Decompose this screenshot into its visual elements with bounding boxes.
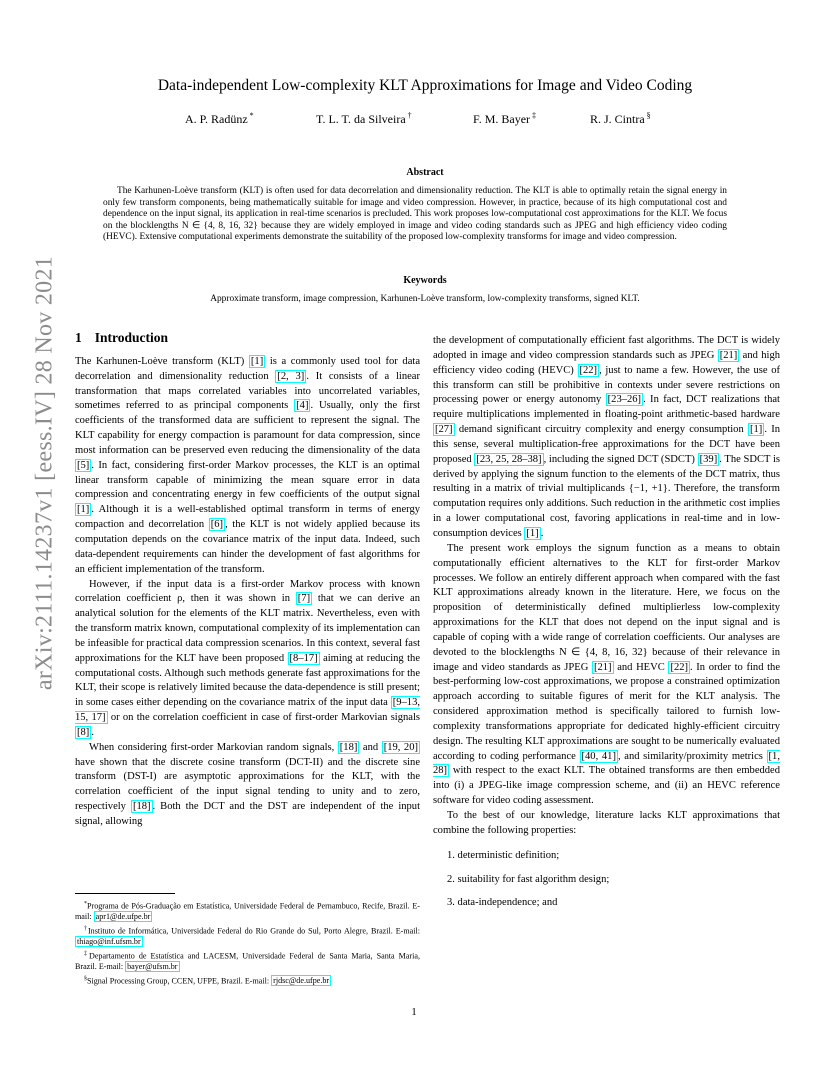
- citation-link[interactable]: [23–26]: [607, 394, 642, 406]
- citation-link[interactable]: [6]: [210, 519, 224, 531]
- email-link[interactable]: bayer@ufsm.br: [127, 962, 178, 972]
- text-run: . In fact, DCT realizations that require multiplications implemented in floating-point arithmetic-based hardware: [433, 394, 780, 421]
- email-link[interactable]: thiago@inf.ufsm.br: [77, 937, 141, 947]
- author-name: F. M. Bayer: [473, 112, 531, 126]
- citation-link[interactable]: [1, 28]: [433, 750, 780, 777]
- citation-link[interactable]: [21]: [593, 661, 612, 673]
- footnote-rule: [75, 893, 175, 894]
- text-run: and: [359, 741, 382, 753]
- text-run: However, if the input data is a first-order Markov process with known correlation coefficient ρ, then it was shown in: [75, 578, 420, 605]
- text-run: , including the signed DCT (SDCT): [543, 453, 698, 465]
- text-run: or on the correlation coefficient in case of first-order Markovian signals: [107, 712, 420, 724]
- paper-title: Data-independent Low-complexity KLT Approximations for Image and Video Coding: [157, 77, 693, 94]
- text-run: and HEVC: [613, 661, 669, 673]
- property-list: [433, 849, 780, 912]
- citation-link[interactable]: [23, 25, 28–38]: [476, 453, 542, 465]
- keywords-heading: Keywords: [403, 275, 447, 286]
- list-item: 1. deterministic definition;: [447, 849, 560, 861]
- text-run: that we can derive an analytical solution for the elements of the KLT matrix. Nevertheless, even with the transform matrix known, computational complexity of its implementation can be infeasible for practical data compression scenarios. In this context, several fast approximations for the KLT have been proposed: [75, 593, 420, 664]
- intro-paragraph-6: To the best of our knowledge, literature lacks KLT approximations that combine the following properties:: [433, 810, 780, 836]
- author-name: A. P. Radünz: [185, 112, 248, 126]
- author-name: R. J. Cintra: [590, 112, 645, 126]
- author-mark: †: [407, 111, 412, 120]
- footnote-3: [75, 949, 420, 973]
- text-run: , and similarity/proximity metrics: [617, 750, 767, 762]
- email-link[interactable]: rjdsc@de.ufpe.br: [273, 976, 330, 986]
- section-number: 1: [75, 330, 82, 345]
- text-run: . It consists of a linear transformation that maps correlated variables into uncorrelated variables, sometimes referred to as principal components: [75, 370, 420, 412]
- citation-link[interactable]: [39]: [699, 453, 718, 465]
- author-mark: ‡: [532, 111, 537, 120]
- text-run: .: [540, 527, 544, 539]
- citation-link[interactable]: [18]: [339, 741, 358, 753]
- author-4: [590, 111, 651, 127]
- footnote-4: [75, 974, 420, 987]
- citation-link[interactable]: [1]: [526, 527, 539, 539]
- arxiv-stamp: [30, 255, 60, 691]
- intro-paragraph-1: [75, 355, 420, 578]
- citation-link[interactable]: [8]: [77, 726, 90, 738]
- citation-link[interactable]: [1]: [77, 504, 90, 516]
- author-1: [185, 111, 254, 127]
- keywords-body: Approximate transform, image compression, Karhunen-Loève transform, low-complexity transforms, signed KLT.: [210, 294, 640, 304]
- right-column: [433, 334, 780, 920]
- page-number: 1: [411, 1006, 417, 1018]
- text-run: . Both the DCT and the DST are independent of the input signal, allowing: [75, 801, 420, 827]
- text-run: the development of computationally efficient fast algorithms. The DCT is widely adopted in image and video compression standards such as JPEG: [433, 335, 780, 361]
- author-3: [473, 111, 536, 127]
- text-run: The present work employs the signum function as a means to obtain computationally efficient alternatives to the KLT for first-order Markov processes. We follow an entirely different approach when compared with the fast KLT approximations already known in the literature. Here, we focus on the proposition of deterministically defined multiplierless low-complexity approximations for the KLT that does not depend on the input signal and is capable of coping with a wide range of correlation coefficients. Our analyses are devoted to the blocklengths N ∈ {4, 8, 16, 32} because of their relevance in image and video standards as JPEG: [433, 542, 780, 673]
- text-run: The Karhunen-Loève transform (KLT): [75, 355, 249, 367]
- text-run: and high efficiency video coding (HEVC): [433, 349, 780, 376]
- citation-link[interactable]: [22]: [670, 661, 689, 673]
- intro-paragraph-5: [433, 542, 780, 809]
- citation-link[interactable]: [7]: [297, 593, 311, 605]
- citation-link[interactable]: [18]: [132, 801, 151, 813]
- arxiv-stamp-text: arXiv:2111.14237v1 [eess.IV] 28 Nov 2021: [31, 255, 58, 691]
- email-link[interactable]: apr1@de.ufpe.br: [95, 912, 151, 922]
- text-run: with respect to the exact KLT. The obtained transforms are then embedded into (i) a JPEG-like image compression scheme, and (ii) an HEVC reference software for video coding assessment.: [433, 765, 780, 807]
- text-run: . Although it is a well-established optimal transform in terms of energy compaction and decorrelation: [75, 504, 420, 531]
- citation-link[interactable]: [27]: [435, 424, 453, 436]
- citation-link[interactable]: [21]: [719, 349, 738, 361]
- author-2: [316, 111, 412, 127]
- citation-link[interactable]: [19, 20]: [383, 741, 418, 753]
- citation-link[interactable]: [1]: [250, 355, 264, 367]
- author-mark: *: [249, 111, 254, 120]
- intro-paragraph-2: [75, 578, 420, 741]
- footnote-mark: *: [84, 901, 87, 907]
- citation-link[interactable]: [9–13, 15, 17]: [75, 697, 420, 724]
- footnotes: [75, 893, 420, 988]
- citation-link[interactable]: [40, 41]: [581, 750, 616, 762]
- footnote-mark: §: [84, 975, 87, 982]
- footnote-mark: †: [84, 925, 88, 932]
- citation-link[interactable]: [8–17]: [289, 652, 318, 664]
- citation-link[interactable]: [5]: [77, 459, 90, 471]
- text-run: aiming at reducing the computational costs. Although such methods generate fast approximations for the KLT, their scope is relatively limited because the data-dependence is still present; in some cases either depending on the covariance matrix of the input data: [75, 652, 420, 709]
- author-mark: §: [646, 111, 651, 120]
- list-item: 3. data-independence; and: [447, 897, 558, 909]
- footnote-mark: ‡: [84, 950, 89, 957]
- section-title: Introduction: [94, 330, 169, 345]
- footnote-text: Signal Processing Group, CCEN, UFPE, Brazil. E-mail:: [87, 976, 272, 986]
- citation-link[interactable]: [1]: [750, 424, 763, 436]
- footnote-2: [75, 924, 420, 948]
- section-heading: [75, 331, 420, 346]
- footnote-1: [75, 899, 420, 923]
- footnote-text: Instituto de Informática, Universidade Federal do Rio Grande do Sul, Porto Alegre, Brazil. E-mail:: [87, 926, 421, 936]
- citation-link[interactable]: [2, 3]: [277, 370, 305, 382]
- abstract-heading: Abstract: [406, 167, 444, 178]
- text-run: . In this sense, several multiplication-free approximations for the DCT have been proposed: [433, 424, 780, 465]
- text-run: . The SDCT is derived by applying the signum function to the elements of the DCT matrix, thus resulting in a matrix of trivial multiplicands {−1, +1}. Therefore, the transform computation requires only additions. Such reduction in the arithmetic cost implies in a lower computational cost, favoring applications in real-time and in low-consumption devices: [433, 453, 780, 539]
- text-run: . In fact, considering first-order Markov processes, the KLT is an optimal linear transform capable of minimizing the mean square error in data compression and concentrating energy in few coefficients of the output signal: [75, 459, 420, 501]
- intro-paragraph-4: [433, 334, 780, 542]
- author-name: T. L. T. da Silveira: [316, 112, 406, 126]
- text-run: . Usually, only the first coefficients of the transformed data are sufficient to represent the signal. The KLT capability for energy compaction is paramount for data compression, since most information can be preserved even reducing the dimensionality of the data: [75, 400, 420, 456]
- text-run: When considering first-order Markovian random signals,: [89, 741, 338, 753]
- text-run: , the KLT is not widely applied because its computation depends on the covariance matrix of the input data. Indeed, such data-dependent requirements can hinder the development of fast algorithms for an efficient implementation of the transform.: [75, 519, 420, 575]
- text-run: is a commonly used tool for data decorrelation and dimensionality reduction: [75, 355, 420, 382]
- text-run: .: [91, 726, 94, 738]
- intro-paragraph-3: [75, 741, 420, 830]
- footnote-text: Departamento de Estatística and LACESM, Universidade Federal de Santa Maria, Santa Maria, Brazil. E-mail:: [75, 951, 420, 972]
- text-run: demand significant circuitry complexity and energy consumption: [454, 424, 748, 436]
- footnote-text: Programa de Pós-Graduação em Estatística, Universidade Federal de Pernambuco, Recife, Brazil. E-mail:: [75, 901, 420, 922]
- citation-link[interactable]: [22]: [579, 364, 598, 376]
- left-column: [75, 331, 420, 830]
- list-item: 2. suitability for fast algorithm design;: [447, 873, 610, 885]
- text-run: . In order to find the best-performing low-cost approximations, we propose a constrained optimization approach according to suitable figures of merit for the KLT analysis. The considered approximation method is specifically tailored to furnish low-complexity transformations appropriate for dedicated highly-efficient circuitry design. The resulting KLT approximations are sought to be numerically evaluated according to coding performance: [433, 661, 781, 762]
- abstract-body: The Karhunen-Loève transform (KLT) is often used for data decorrelation and dimensionality reduction. The KLT is able to optimally retain the signal energy in only few transform components, being mathematically suitable for image and video compression. However, in practice, because of its high computational cost and dependence on the input signal, its application in real-time scenarios is precluded. This work proposes low-computational cost approximations for the KLT. We focus on the blocklengths N ∈ {4, 8, 16, 32} because they are widely employed in image and video coding standards such as JPEG and high efficiency video coding (HEVC). Extensive computational experiments demonstrate the suitability of the proposed low-complexity transforms for image and video compression.: [103, 186, 727, 243]
- citation-link[interactable]: [4]: [296, 400, 309, 412]
- text-run: , just to name a few. However, the use of this transform can still be prohibitive in contexts under severe restrictions on processing power or energy autonomy: [433, 364, 780, 406]
- text-run: have shown that the discrete cosine transform (DCT-II) and the discrete sine transform (DST-I) are asymptotic approximations for the KLT, with the correlation coefficient of the input signal tending to unity and to zero, respectively: [75, 756, 420, 813]
